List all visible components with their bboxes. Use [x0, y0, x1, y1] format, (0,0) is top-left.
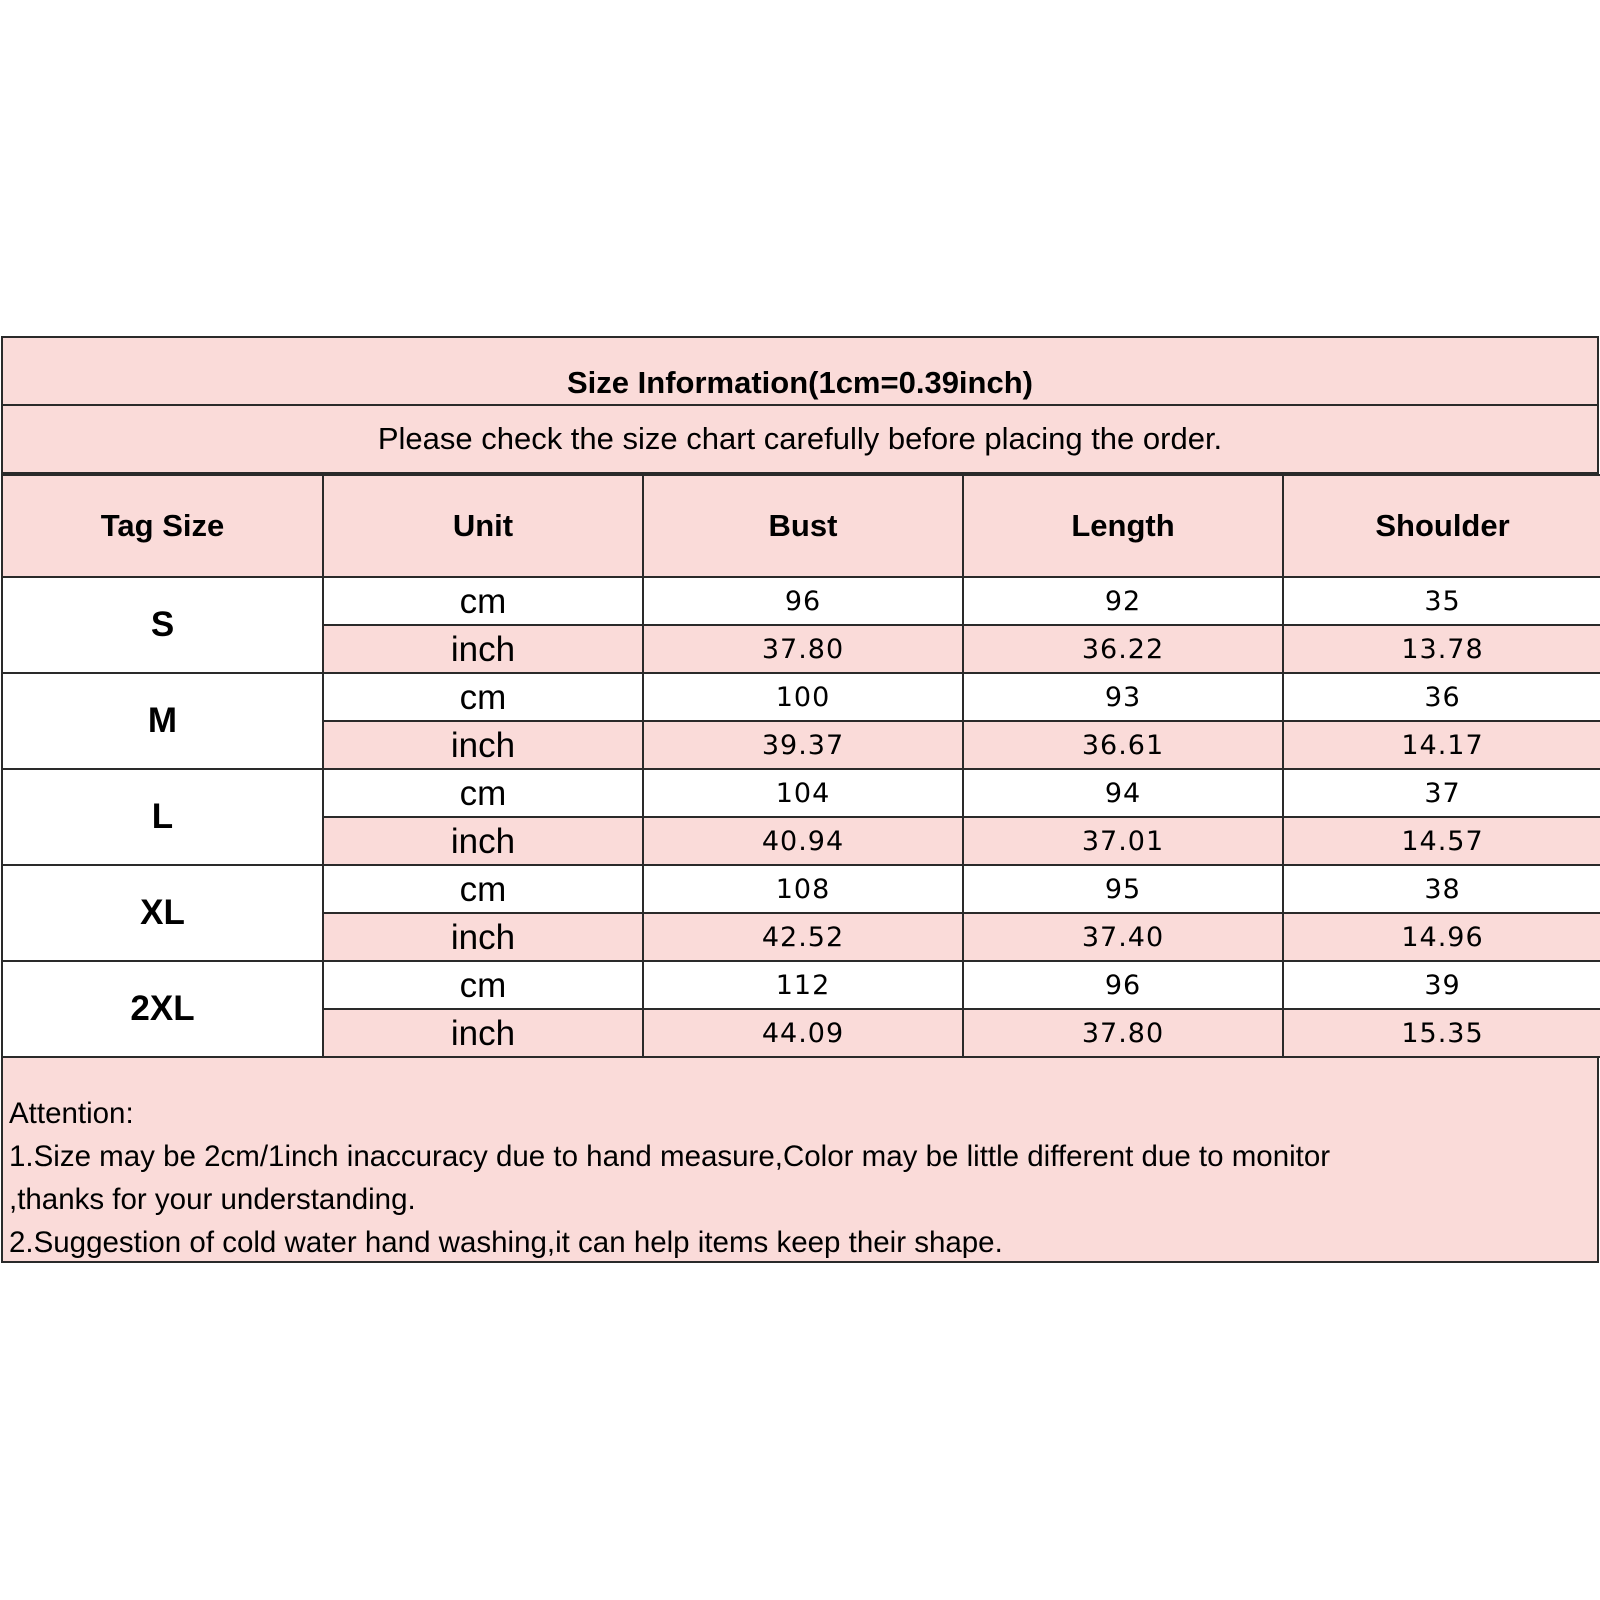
- header-bust: Bust: [643, 475, 963, 577]
- bust-cell: 108: [643, 865, 963, 913]
- unit-cell: cm: [323, 865, 643, 913]
- bust-cell: 44.09: [643, 1009, 963, 1057]
- size-chart: [1, 336, 1599, 1263]
- unit-cell: cm: [323, 961, 643, 1009]
- bust-cell: 112: [643, 961, 963, 1009]
- table-row: [3, 577, 1600, 625]
- length-cell: 36.61: [963, 721, 1283, 769]
- shoulder-cell: 14.96: [1283, 913, 1600, 961]
- shoulder-cell: 14.17: [1283, 721, 1600, 769]
- unit-cell: inch: [323, 817, 643, 865]
- shoulder-cell: 36: [1283, 673, 1600, 721]
- unit-cell: inch: [323, 913, 643, 961]
- shoulder-cell: 38: [1283, 865, 1600, 913]
- shoulder-cell: 37: [1283, 769, 1600, 817]
- tag-size-cell: M: [3, 673, 323, 769]
- chart-title: Size Information(1cm=0.39inch): [3, 338, 1597, 406]
- table-row: [3, 961, 1600, 1009]
- table-row: [3, 673, 1600, 721]
- tag-size-cell: XL: [3, 865, 323, 961]
- tag-size-cell: L: [3, 769, 323, 865]
- bust-cell: 42.52: [643, 913, 963, 961]
- shoulder-cell: 39: [1283, 961, 1600, 1009]
- unit-cell: cm: [323, 673, 643, 721]
- attention-notes: [3, 1058, 1597, 1261]
- length-cell: 92: [963, 577, 1283, 625]
- attention-heading: Attention:: [9, 1097, 134, 1130]
- unit-cell: inch: [323, 721, 643, 769]
- bust-cell: 104: [643, 769, 963, 817]
- header-tag-size: Tag Size: [3, 475, 323, 577]
- header-unit: Unit: [323, 475, 643, 577]
- length-cell: 36.22: [963, 625, 1283, 673]
- length-cell: 37.01: [963, 817, 1283, 865]
- length-cell: 94: [963, 769, 1283, 817]
- tag-size-cell: 2XL: [3, 961, 323, 1057]
- bust-cell: 96: [643, 577, 963, 625]
- unit-cell: inch: [323, 625, 643, 673]
- length-cell: 95: [963, 865, 1283, 913]
- chart-notice: Please check the size chart carefully before placing the order.: [3, 406, 1597, 474]
- length-cell: 96: [963, 961, 1283, 1009]
- attention-line-1: 1.Size may be 2cm/1inch inaccuracy due to hand measure,Color may be little different due to monitor: [9, 1140, 1331, 1173]
- length-cell: 37.80: [963, 1009, 1283, 1057]
- header-length: Length: [963, 475, 1283, 577]
- unit-cell: inch: [323, 1009, 643, 1057]
- bust-cell: 40.94: [643, 817, 963, 865]
- bust-cell: 39.37: [643, 721, 963, 769]
- size-table: [3, 474, 1600, 1058]
- table-row: [3, 769, 1600, 817]
- shoulder-cell: 14.57: [1283, 817, 1600, 865]
- shoulder-cell: 13.78: [1283, 625, 1600, 673]
- header-row: [3, 475, 1600, 577]
- attention-line-2: 2.Suggestion of cold water hand washing,it can help items keep their shape.: [9, 1226, 1003, 1259]
- shoulder-cell: 35: [1283, 577, 1600, 625]
- length-cell: 37.40: [963, 913, 1283, 961]
- length-cell: 93: [963, 673, 1283, 721]
- bust-cell: 37.80: [643, 625, 963, 673]
- table-row: [3, 865, 1600, 913]
- bust-cell: 100: [643, 673, 963, 721]
- unit-cell: cm: [323, 769, 643, 817]
- attention-line-1-continued: ,thanks for your understanding.: [9, 1183, 416, 1216]
- unit-cell: cm: [323, 577, 643, 625]
- tag-size-cell: S: [3, 577, 323, 673]
- shoulder-cell: 15.35: [1283, 1009, 1600, 1057]
- header-shoulder: Shoulder: [1283, 475, 1600, 577]
